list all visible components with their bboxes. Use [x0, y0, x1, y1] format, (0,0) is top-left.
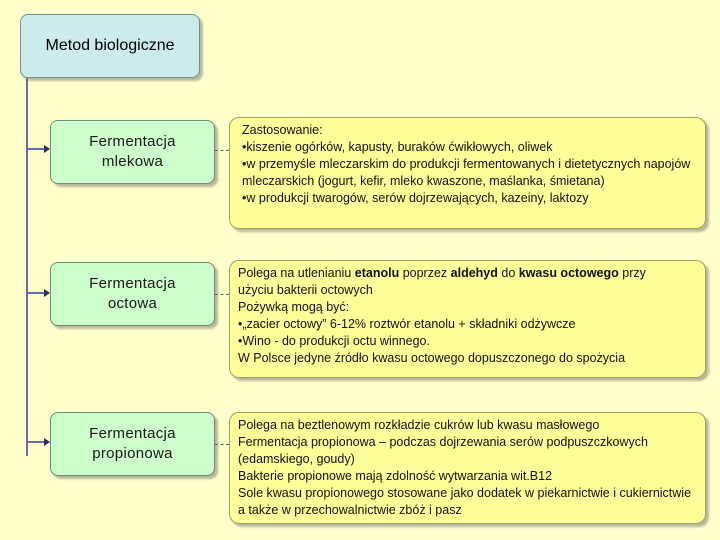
connector-propionowa — [215, 444, 229, 445]
desc-text-line-1: Polega na utlenianiu etanolu poprzez aldehyd do kwasu octowego przy — [238, 266, 646, 280]
desc-text: Pożywką mogą być: — [238, 300, 350, 314]
category-propionowa — [50, 412, 215, 476]
description-mlekowa — [229, 117, 706, 229]
description-octowa — [229, 260, 706, 378]
desc-text: W Polsce jedyne źródło kwasu octowego dopuszczonego do spożycia — [238, 351, 626, 365]
desc-text: Bakterie propionowe mają zdolność wytwarzania wit.B12 — [238, 469, 553, 483]
category-label-line1: Fermentacja — [89, 275, 176, 292]
description-propionowa — [229, 412, 706, 524]
connector-octowa — [215, 294, 229, 295]
root-label: Metod biologiczne — [45, 37, 175, 54]
category-octowa — [50, 262, 215, 326]
category-label-line1: Fermentacja — [89, 425, 176, 442]
desc-text: •kiszenie ogórków, kapusty, buraków ćwikłowych, oliwek — [242, 140, 553, 154]
desc-text: Zastosowanie: — [242, 123, 323, 137]
connector-mlekowa — [215, 150, 229, 151]
category-mlekowa — [50, 120, 215, 184]
desc-text: użyciu bakterii octowych — [238, 283, 373, 297]
tree-trunk-line — [26, 78, 28, 456]
desc-text: •„zacier octowy” 6-12% roztwór etanolu + składniki odżywcze — [238, 317, 576, 331]
desc-text: •w produkcji twarogów, serów dojrzewających, kazeiny, laktozy — [242, 191, 589, 205]
branch-line-propionowa — [27, 441, 45, 443]
desc-text: •Wino - do produkcji octu winnego. — [238, 334, 430, 348]
category-label-line2: mlekowa — [101, 153, 164, 170]
desc-text: •w przemyśle mleczarskim do produkcji fermentowanych i dietetycznych napojów mleczarskich (jogurt, kefir, mleko kwaszone, maślanka, śmietana) — [242, 157, 691, 188]
desc-text: Sole kwasu propionowego stosowane jako dodatek w piekarnictwie i cukiernictwie a także w przechowalnictwie zbóż i pasz — [238, 486, 692, 517]
desc-text: Polega na beztlenowym rozkładzie cukrów lub kwasu masłowego — [238, 418, 600, 432]
root-node — [20, 14, 200, 78]
branch-line-mlekowa — [27, 148, 45, 150]
category-label-line2: octowa — [107, 295, 158, 312]
category-label-line2: propionowa — [92, 445, 173, 462]
category-label-line1: Fermentacja — [89, 133, 176, 150]
branch-line-octowa — [27, 292, 45, 294]
desc-text: Fermentacja propionowa – podczas dojrzewania serów podpuszczkowych (edamskiego, goudy) — [238, 435, 648, 466]
